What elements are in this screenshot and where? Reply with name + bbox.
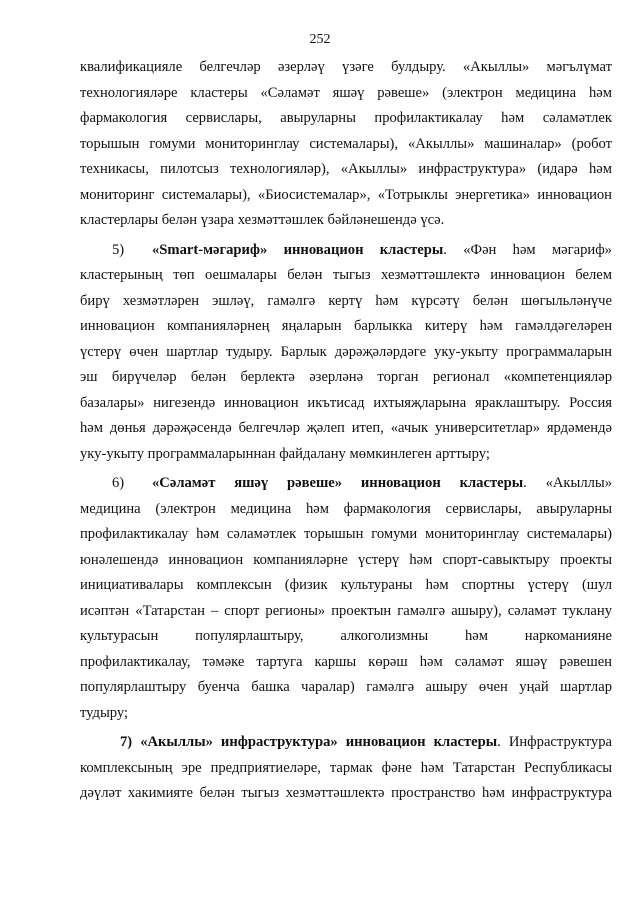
text-line: бирү хезмәтләрен эшләү, гамәлгә кертү һәм күрсәтү белән шөгыльләнүче — [80, 292, 612, 309]
text-line: инновацион компанияләрнең яңаларын барлыкка китерү һәм гамәлдәгеләрен — [80, 318, 612, 334]
text-line: һәм дөнья дәрәҗәсендә белгечләр җәлеп итеп, «ачык университетлар» ярдәмендә — [80, 420, 612, 436]
item-heading-rest: . Инфраструктура — [497, 734, 613, 750]
item-heading-rest: . «Фән һәм мәгариф» — [443, 241, 612, 258]
text-line: техникасы, пилотсыз технологияләр), «Акыллы» инфраструктура» (идарә һәм — [80, 161, 612, 177]
item-5-heading-line — [80, 238, 612, 264]
text-line: популярлаштыру буенча башка чаралар) гамәлгә ашыру өчен уңай шартлар — [80, 679, 612, 695]
item-7-heading-line — [80, 730, 612, 756]
text-line: кластерының төп оешмалары белән тыгыз хезмәттәшлектә инновацион белем — [80, 267, 612, 283]
item-title: 7) «Акыллы» инфраструктура» инновацион кластеры — [120, 734, 498, 750]
text-line: медицина (электрон медицина һәм фармакология сервислары, авыруларны — [80, 500, 612, 517]
text-line: комплексының эре предприятиеләре, тармак фәне һәм Татарстан Республикасы — [80, 759, 612, 776]
item-6-heading-line — [80, 471, 612, 497]
text-line: уку-укыту программаларыннан файдалану мөмкинлеген арттыру; — [80, 445, 490, 462]
text-line: үстерү өчен шартлар тудыру. Барлык дәрәҗәләрдәге уку-укыту программаларын — [80, 343, 612, 360]
text-line: исәптән «Татарстан – спорт регионы» проектын гамәлгә ашыру), сәламәт туклану — [80, 602, 612, 619]
text-line: мониторинг системалары), «Биосистемалар», «Тотрыклы энергетика» инновацион — [80, 186, 612, 203]
item-number: 6) — [112, 475, 125, 491]
text-line: квалификацияле белгечләр әзерләү үзәге булдыру. «Акыллы» мәгълүмат — [80, 59, 612, 75]
text-line: фармакология сервислары, авыруларны профилактикалау һәм сәламәтлек — [80, 110, 612, 126]
text-line: технологияләре кластеры «Сәламәт яшәү рәвеше» (электрон медицина һәм — [80, 84, 612, 101]
document-body — [80, 55, 612, 807]
text-line: инициативалары комплексын (физик культураны һәм спортны үстерү (шул — [80, 577, 612, 593]
page-number: 252 — [309, 32, 331, 47]
text-line: торышын гомуми мониторинглау системалары), «Акыллы» машиналар» (робот — [80, 135, 612, 152]
text-line: базалары» нигезендә инновацион икътисад ихтыяҗларына яраклаштыру. Россия — [80, 394, 612, 411]
text-line: культурасын популярлаштыру, алкоголизмны һәм наркоманияне — [80, 628, 612, 644]
text-line: эш бирүчеләр белән берлектә әзерләнә торган регионал «компетенцияләр — [80, 369, 612, 385]
item-title: «Сәламәт яшәү рәвеше» инновацион кластеры — [152, 475, 524, 491]
text-line: тудыру; — [80, 704, 129, 721]
item-title: «Smart-мәгариф» инновацион кластеры — [152, 241, 444, 258]
text-line: профилактикалау һәм сәламәтлек торышын гомуми мониторинглау системалары) — [80, 526, 612, 542]
item-number: 5) — [112, 241, 125, 258]
text-line: дәүләт хакимияте белән тыгыз хезмәттәшлектә пространство һәм инфраструктура — [80, 785, 612, 801]
text-line: юнәлешендә инновацион компанияләрне үстерү һәм спорт-савыктыру проекты — [80, 551, 612, 568]
text-line: кластерлары белән үзара хезмәттәшлек бәйләнешендә үсә. — [80, 212, 445, 228]
item-heading-rest: . «Акыллы» — [523, 475, 612, 491]
text-line: профилактикалау, тәмәке тартуга каршы көрәш һәм сәламәт яшәү рәвешен — [80, 653, 612, 670]
